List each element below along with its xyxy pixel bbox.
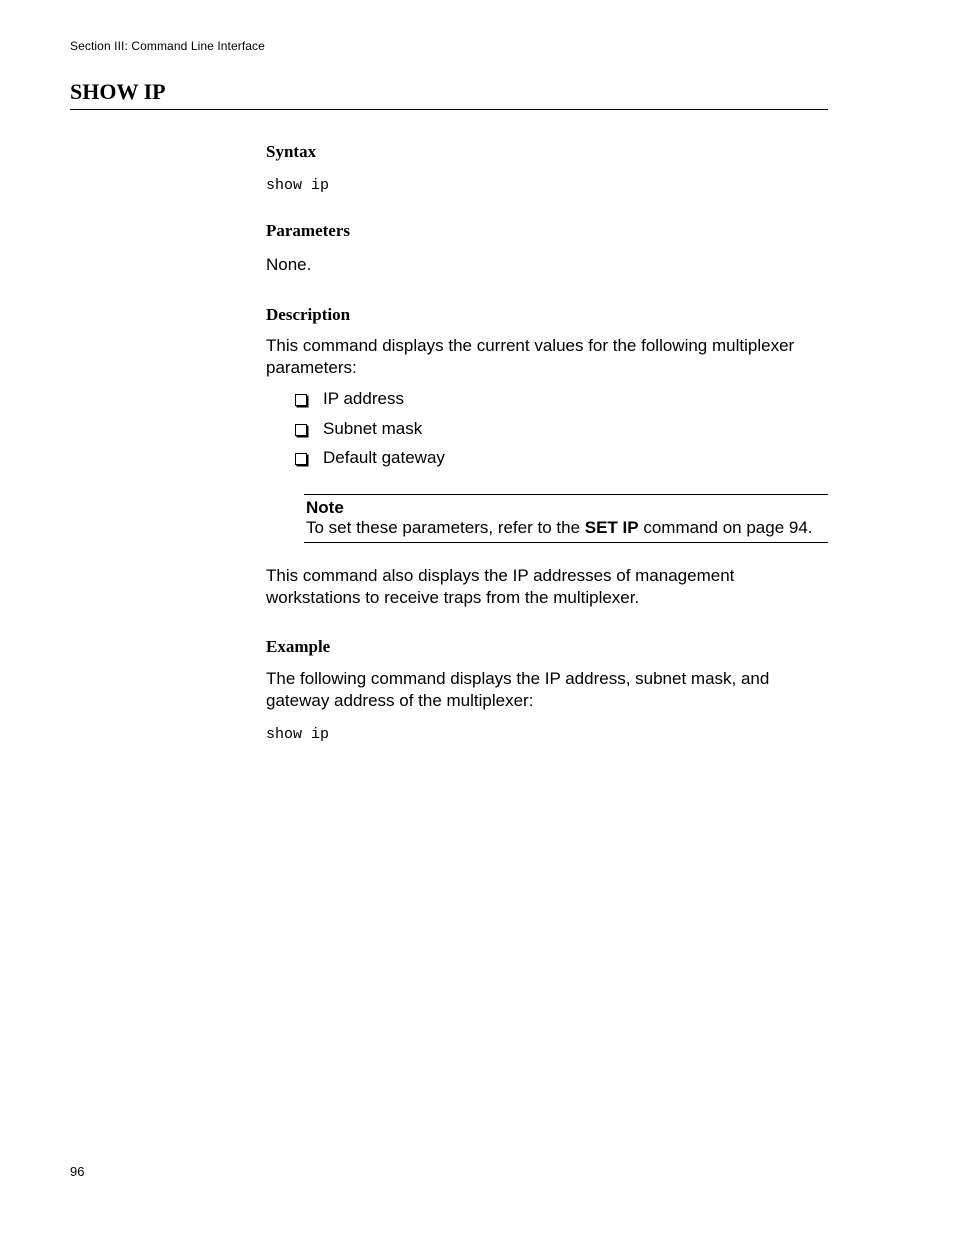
page-title: SHOW IP [70,79,166,104]
note-text-before: To set these parameters, refer to the [306,518,585,537]
list-item [295,418,445,448]
checkbox-bullet-icon [295,424,307,436]
list-item-label: Subnet mask [323,418,423,438]
note-command: SET IP [584,518,639,537]
checkbox-bullet-icon [295,453,307,465]
checkbox-bullet-icon [295,394,307,406]
note-text [306,518,828,538]
list-item-label: IP address [323,389,404,408]
list-item [295,447,445,477]
page-number: 96 [70,1164,85,1179]
syntax-heading: Syntax [266,142,317,161]
title-divider [70,109,828,110]
example-text: The following command displays the IP address, subnet mask, and gateway address of the multiplexer: [266,669,770,710]
note-box [304,494,828,543]
syntax-code: show ip [266,177,330,194]
parameter-list [295,388,445,477]
parameters-heading: Parameters [266,221,351,240]
note-text-after: command on page 94. [638,518,813,537]
note-label: Note [306,498,344,517]
running-header: Section III: Command Line Interface [70,39,265,53]
list-item [295,388,445,418]
description-intro: This command displays the current values for the following multiplexer parameters: [266,336,795,377]
list-item-label: Default gateway [323,448,445,467]
example-heading: Example [266,637,331,656]
description-heading: Description [266,305,351,324]
example-code: show ip [266,726,330,743]
description-followup: This command also displays the IP addresses of management workstations to receive traps from the multiplexer. [266,566,735,607]
parameters-text: None. [266,255,312,274]
